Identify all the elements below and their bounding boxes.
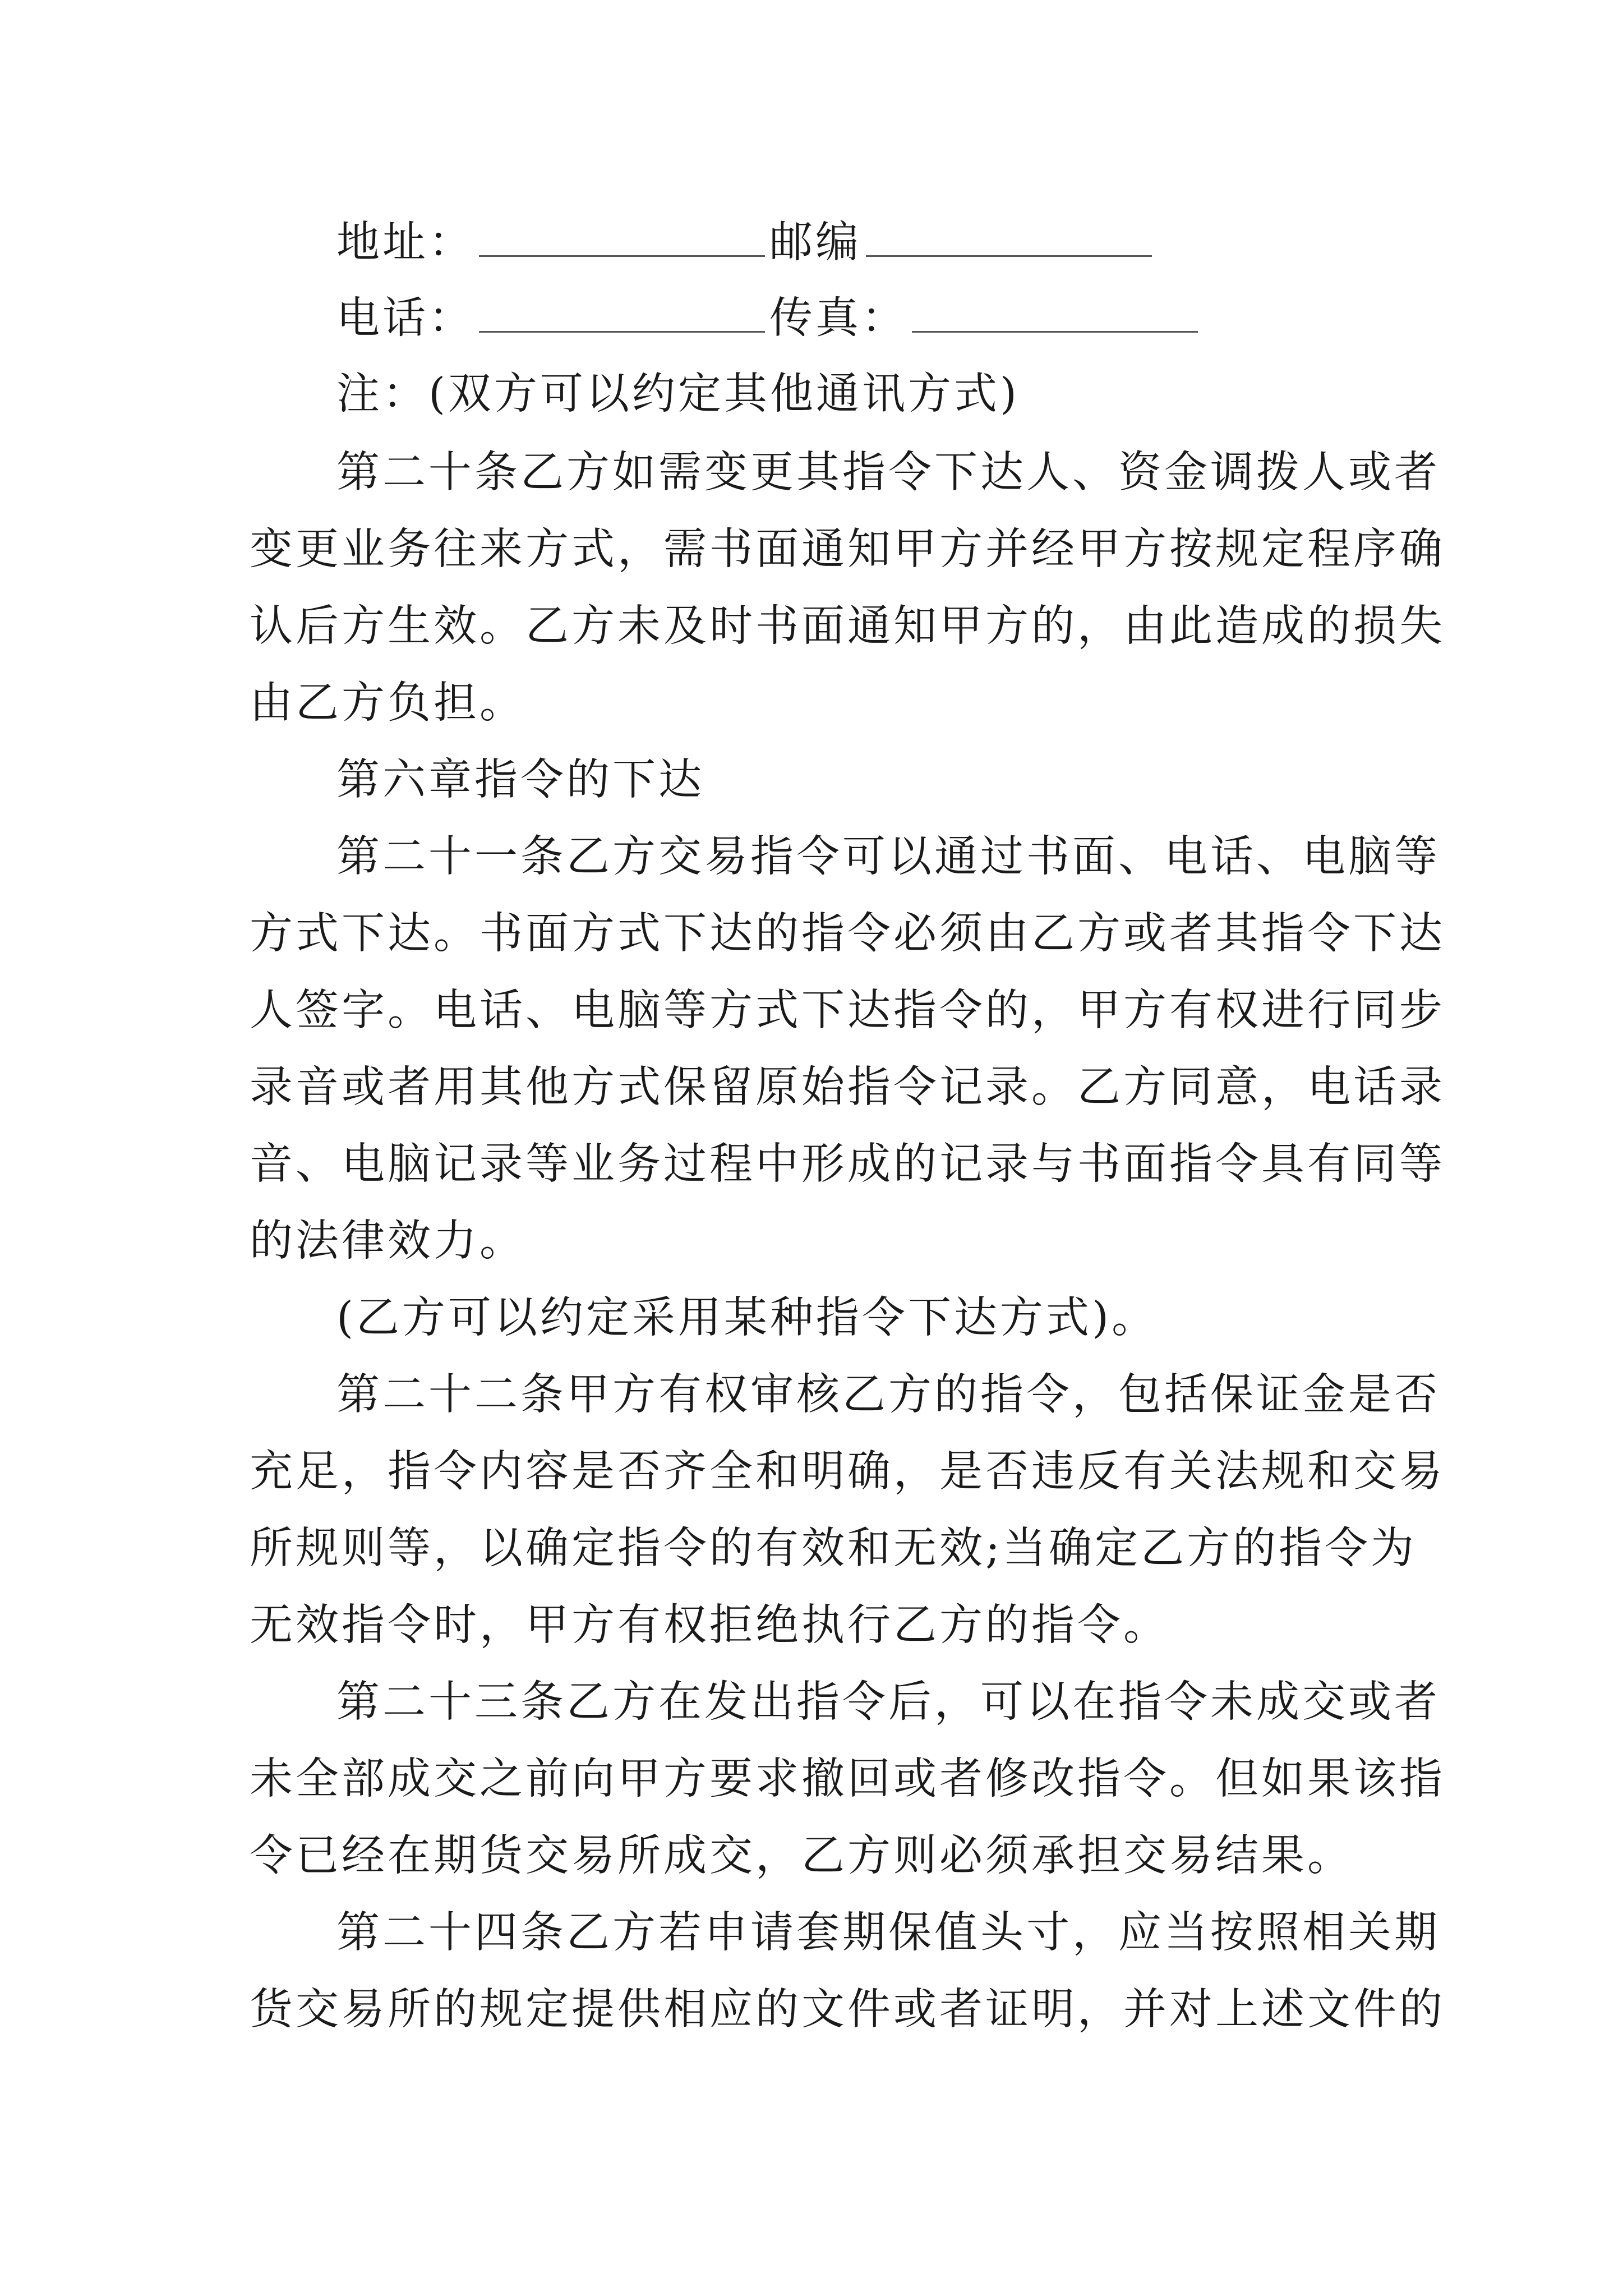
phone-line (336, 292, 1394, 346)
chapter-heading: 第六章指令的下达 (336, 755, 704, 805)
paragraph-line: 货交易所的规定提供相应的文件或者证明，并对上述文件的 (250, 1985, 1445, 2035)
paragraph-line: 第二十三条乙方在发出指令后，可以在指令未成交或者 (336, 1677, 1440, 1727)
paragraph-line: 未全部成交之前向甲方要求撤回或者修改指令。但如果该指 (250, 1754, 1445, 1804)
fax-blank (912, 297, 1198, 333)
paragraph-line: 充足，指令内容是否齐全和明确，是否违反有关法规和交易 (250, 1447, 1445, 1497)
paragraph-line: 方式下达。书面方式下达的指令必须由乙方或者其指令下达 (250, 909, 1445, 959)
paragraph-line: 第二十四条乙方若申请套期保值头寸，应当按照相关期 (336, 1908, 1440, 1958)
contact-note: 注：(双方可以约定其他通讯方式) (336, 369, 1020, 419)
paragraph-line: 令已经在期货交易所成交，乙方则必须承担交易结果。 (250, 1831, 1353, 1881)
paragraph-line: 认后方生效。乙方未及时书面通知甲方的，由此造成的损失 (250, 601, 1445, 651)
paragraph-line: 由乙方负担。 (250, 678, 525, 728)
paragraph-line: 音、电脑记录等业务过程中形成的记录与书面指令具有同等 (250, 1139, 1445, 1189)
zip-label: 邮编 (769, 218, 861, 268)
paragraph-line: 第二十条乙方如需变更其指令下达人、资金调拨人或者 (336, 448, 1440, 498)
paragraph-line: 无效指令时，甲方有权拒绝执行乙方的指令。 (250, 1600, 1169, 1650)
paragraph-line: 录音或者用其他方式保留原始指令记录。乙方同意，电话录 (250, 1062, 1445, 1112)
zip-blank (866, 222, 1152, 257)
paragraph-line: 第二十一条乙方交易指令可以通过书面、电话、电脑等 (336, 832, 1440, 882)
phone-label: 电话： (336, 293, 474, 343)
paragraph-line: 人签字。电话、电脑等方式下达指令的，甲方有权进行同步 (250, 986, 1445, 1036)
address-blank (479, 222, 765, 257)
address-label: 地址： (336, 218, 474, 268)
paragraph-line: 第二十二条甲方有权审核乙方的指令，包括保证金是否 (336, 1370, 1440, 1420)
paragraph-line: 变更业务往来方式，需书面通知甲方并经甲方按规定程序确 (250, 524, 1445, 574)
paragraph-line: 的法律效力。 (250, 1216, 525, 1266)
paragraph-line: 所规则等，以确定指令的有效和无效;当确定乙方的指令为 (250, 1524, 1417, 1573)
phone-blank (479, 297, 765, 333)
fax-label: 传真： (769, 293, 907, 343)
address-line (336, 216, 1394, 270)
paragraph-line: (乙方可以约定采用某种指令下达方式)。 (336, 1293, 1158, 1343)
